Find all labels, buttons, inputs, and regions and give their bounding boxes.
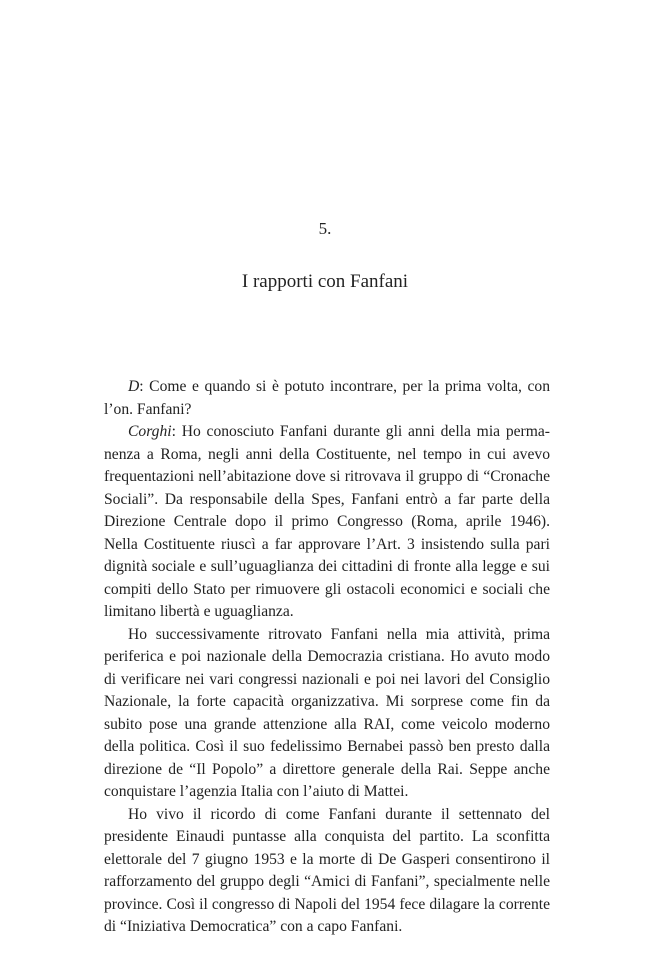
speaker-label: D (128, 378, 140, 395)
chapter-title: I rapporti con Fanfani (241, 271, 409, 292)
paragraph (104, 624, 550, 804)
paragraph-text: Ho vivo il ricordo di come Fanfani durante il settennato del presidente Einaudi puntasse alla conquista del partito. La sconfitta elettorale del 7 giugno 1953 e la morte di De Gasperi consentirono il rafforzamento del gruppo degli “Amici di Fanfani”, specialmente nelle province. Così il congresso di Napoli del 1954 fece dilagare la corrente di “Iniziativa Democratica” con a capo Fanfani. (104, 805, 550, 935)
paragraph-answer (104, 421, 550, 624)
paragraph-question (104, 376, 550, 421)
paragraph-text: : Ho conosciuto Fanfani durante gli anni della mia permanenza a Roma, negli anni della Costituente, nel tempo in cui avevo frequentazioni nell’abitazione dove si ritrovava il gruppo di “Cronache Sociali”. Da responsabile della Spes, Fanfani entrò a far parte della Direzione Centrale dopo il primo Congresso (Roma, aprile 1946). Nella Costituente riuscì a far approvare l’Art. 3 insistendo sulla pari dignità sociale e sull’uguaglianza dei cittadini di fronte alla legge e sui compiti dello Stato per rimuovere gli ostacoli economici e sociali che limitano libertà e uguaglianza. (104, 423, 550, 620)
paragraph (104, 804, 550, 939)
chapter-number: 5. (318, 219, 332, 238)
speaker-label: Corghi (128, 423, 172, 440)
body-text (104, 376, 550, 939)
paragraph-text: Ho successivamente ritrovato Fanfani nella mia attività, prima periferica e poi nazionale della Democrazia cristiana. Ho avuto modo di verificare nei vari congressi nazionali e poi nei lavori del Consiglio Nazionale, la forte capacità organizzativa. Mi sorprese come fin da subito pose una grande attenzione alla RAI, come veicolo moderno della politica. Così il suo fedelissimo Bernabei passò ben presto dalla direzione de “Il Popolo” a direttore generale della Rai. Seppe anche conquistare l’agenzia Italia con l’aiuto di Mattei. (104, 625, 550, 800)
paragraph-text: : Come e quando si è potuto incontrare, per la prima volta, con l’on. Fanfani? (104, 378, 550, 418)
